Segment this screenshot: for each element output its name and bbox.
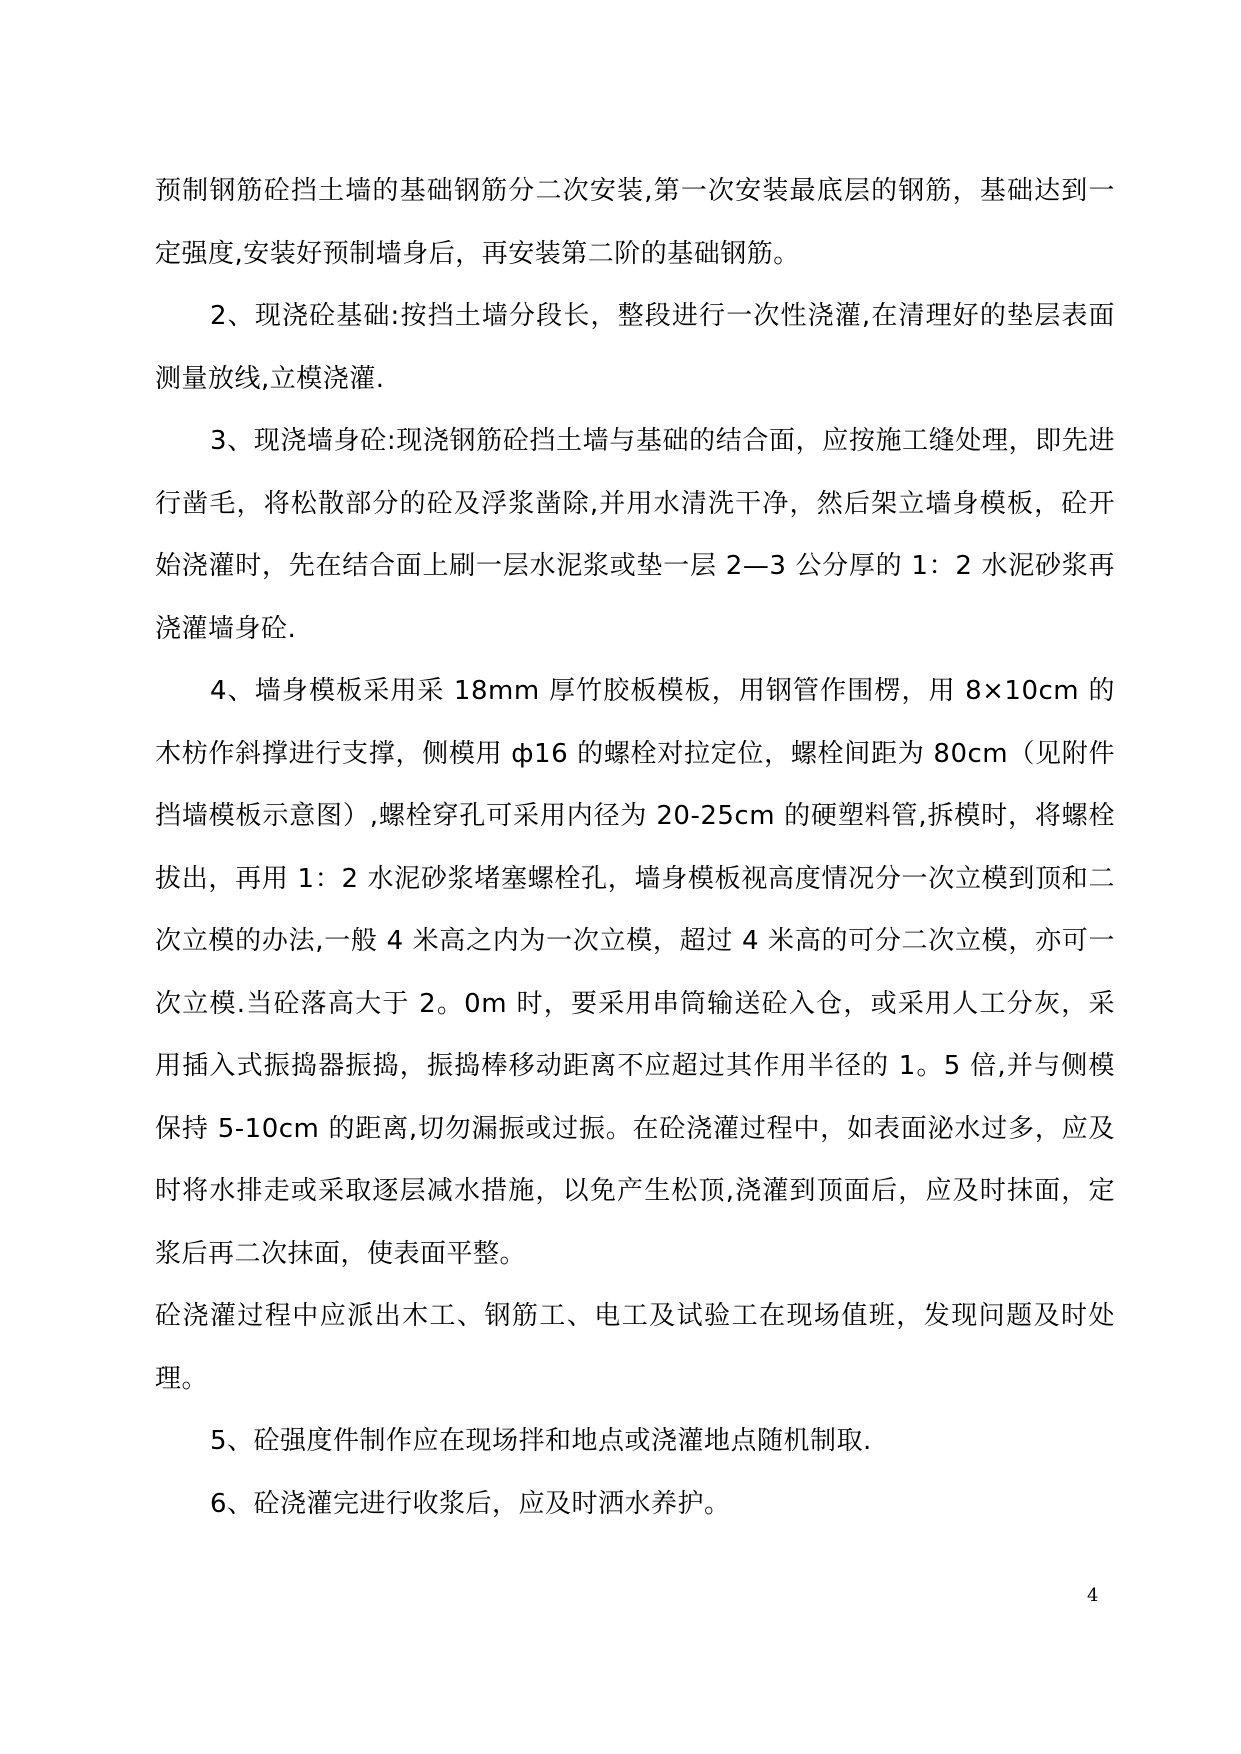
paragraph-foundation-rebar: 预制钢筋砼挡土墙的基础钢筋分二次安装,第一次安装最底层的钢筋，基础达到一定强度,安装好预制墙身后，再安装第二阶的基础钢筋。 [155, 176, 1115, 269]
paragraph-step-3: 3、现浇墙身砼:现浇钢筋砼挡土墙与基础的结合面，应按施工缝处理，即先进行凿毛，将松散部分的砼及浮浆凿除,并用水清洗干净，然后架立墙身模板，砼开始浇灌时，先在结合面上刷一层水泥浆或垫一层 2—3 公分厚的 1：2 水泥砂浆再浇灌墙身砼. [155, 426, 1115, 644]
paragraph-step-2: 2、现浇砼基础:按挡土墙分段长，整段进行一次性浇灌,在清理好的垫层表面测量放线,立模浇灌. [155, 301, 1115, 394]
paragraph-step-5: 5、砼强度件制作应在现场拌和地点或浇灌地点随机制取. [210, 1426, 872, 1456]
paragraph-on-duty: 砼浇灌过程中应派出木工、钢筋工、电工及试验工在现场值班，发现问题及时处理。 [155, 1301, 1115, 1394]
document-body [155, 160, 1115, 1535]
paragraph-step-4: 4、墙身模板采用采 18mm 厚竹胶板模板，用钢管作围楞，用 8×10cm 的木枋作斜撑进行支撑，侧模用 ф16 的螺栓对拉定位，螺栓间距为 80cm（见附件挡墙模板示意图）,螺栓穿孔可采用内径为 20-25cm 的硬塑料管,拆模时，将螺栓拔出，再用 1：2 水泥砂浆堵塞螺栓孔，墙身模板视高度情况分一次立模到顶和二次立模的办法,一般 4 米高之内为一次立模，超过 4 米高的可分二次立模，亦可一次立模.当砼落高大于 2。0m 时，要采用串筒输送砼入仓，或采用人工分灰，采用插入式振捣器振捣，振捣棒移动距离不应超过其作用半径的 1。5 倍,并与侧模保持 5-10cm 的距离,切勿漏振或过振。在砼浇灌过程中，如表面泌水过多，应及时将水排走或采取逐层减水措施，以免产生松顶,浇灌到顶面后，应及时抹面，定浆后再二次抹面，使表面平整。 [155, 676, 1115, 1269]
paragraph-step-6: 6、砼浇灌完进行收浆后，应及时洒水养护。 [210, 1488, 731, 1519]
page-number: 4 [1087, 1585, 1099, 1606]
